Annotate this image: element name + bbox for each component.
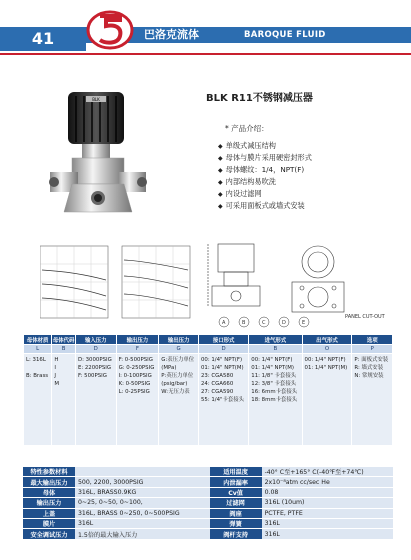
- feature-item: ◆ 母体螺纹：1/4，NPT(F): [218, 165, 305, 174]
- spec-key: 最大输出压力: [23, 477, 75, 487]
- flow-chart-1: [40, 246, 108, 318]
- port-diagram: [219, 317, 309, 327]
- table-cell-material: L: 316L B: Brass: [24, 354, 52, 446]
- spec-value: 0~25, 0~50, 0~100,: [75, 498, 210, 508]
- spec-value: 316L: [262, 529, 393, 539]
- spec-row: [23, 467, 393, 477]
- header-divider: [0, 53, 411, 55]
- table-header-cell: 进气形式: [249, 335, 302, 345]
- table-header-cell: 母体材质: [24, 335, 52, 345]
- spec-key: 内泄漏率: [210, 477, 262, 487]
- port-label: E: [302, 320, 306, 326]
- table-cell-outlet: F: 0-500PSIG G: 0-250PSIG I: 0-100PSIG K: 0-50PSIG L: 0-25PSIG: [116, 354, 159, 446]
- code-letter: L: [24, 345, 52, 354]
- knob-label: BLK: [92, 97, 100, 102]
- spec-row: [23, 518, 393, 528]
- spec-key: 膜片: [23, 518, 75, 528]
- order-code-table: [23, 334, 393, 446]
- code-letter: F: [116, 345, 159, 354]
- spec-value: -40° C至+165° C(-40℉至+74℃): [262, 467, 393, 477]
- spec-value: 500, 2200, 3000PSIG: [75, 477, 210, 487]
- spec-value: 1.5倍的最大输入压力: [75, 529, 210, 539]
- spec-table: [23, 467, 393, 540]
- spec-value: 0.08: [262, 487, 393, 497]
- table-cell-outlet-form: 00: 1/4" NPT(F) 01: 1/4" NPT(M): [302, 354, 352, 446]
- panel-drawing: [292, 246, 344, 312]
- spec-value: 316L, BRASS 0~250, 0~500PSIG: [75, 508, 210, 518]
- code-letter: D: [75, 345, 116, 354]
- feature-item: ◆ 内设过滤网: [218, 189, 262, 198]
- table-header-cell: 接口形式: [198, 335, 248, 345]
- table-letter-row: [24, 345, 393, 354]
- dimension-drawing: [208, 244, 260, 306]
- diamond-icon: ◆: [218, 191, 223, 198]
- code-letter: G: [159, 345, 199, 354]
- diamond-icon: ◆: [218, 203, 223, 210]
- flow-charts-and-drawings: [40, 240, 390, 332]
- spec-key: 弹簧: [210, 518, 262, 528]
- table-body-row: [24, 354, 393, 446]
- table-header-cell: 输入压力: [75, 335, 116, 345]
- brand-name-en: BAROQUE FLUID: [244, 30, 326, 40]
- table-cell-inlet-form: 00: 1/4" NPT(F) 01: 1/4" NPT(M) 11: 1/8" 卡套接头 12: 3/8" 卡套接头 16: 6mm卡套接头 18: 8mm卡套接头: [249, 354, 302, 446]
- code-letter: O: [302, 345, 352, 354]
- table-cell-code: H I J M: [52, 354, 76, 446]
- flow-chart-2: [122, 246, 190, 318]
- diamond-icon: ◆: [218, 155, 223, 162]
- code-letter: B: [52, 345, 76, 354]
- table-header-cell: 出气形式: [302, 335, 352, 345]
- spec-value: 316L: [75, 518, 210, 528]
- regulator-photo: [28, 84, 178, 234]
- table-header-cell: 输出压力: [116, 335, 159, 345]
- spec-key: 阀座: [210, 508, 262, 518]
- table-header-cell: 输出压力: [159, 335, 199, 345]
- table-cell-outlet-unit: G:表压力单位 (MPa) P:英压力单位 (psig/bar) W:无压力表: [159, 354, 199, 446]
- panel-cutout-label: PANEL CUT-OUT: [345, 314, 385, 320]
- brand-logo-icon: [86, 6, 134, 50]
- port-label: D: [282, 320, 286, 326]
- table-cell-inlet: D: 3000PSIG E: 2200PSIG F: 500PSIG: [75, 354, 116, 446]
- spec-key: 上盖: [23, 508, 75, 518]
- spec-key: 安全调试压力: [23, 529, 75, 539]
- page-number: 41: [0, 27, 86, 51]
- spec-value: PCTFE, PTFE: [262, 508, 393, 518]
- table-header-cell: 母体代码: [52, 335, 76, 345]
- code-letter: P: [352, 345, 393, 354]
- spec-value: 316L (10um): [262, 498, 393, 508]
- table-header-row: [24, 335, 393, 345]
- port-label: A: [222, 320, 226, 326]
- diamond-icon: ◆: [218, 179, 223, 186]
- spec-key: Cv值: [210, 487, 262, 497]
- feature-item: ◆ 母体与膜片采用硬密封形式: [218, 153, 312, 162]
- product-title: BLK R11不锈钢减压器: [206, 93, 313, 104]
- table-cell-connect: 00: 1/4" NPT(F) 01: 1/4" NPT(M) 23: CGA580 24: CGA660 27: CGA590 55: 1/4"卡套接头: [198, 354, 248, 446]
- feature-item: ◆ 内部结构易吹洗: [218, 177, 276, 186]
- spec-row: [23, 498, 393, 508]
- brand-name-cn: 巴洛克流体: [144, 28, 199, 41]
- spec-key: 特性参数材料: [23, 467, 75, 477]
- spec-value: [75, 467, 210, 477]
- spec-key: 阀杆支持: [210, 529, 262, 539]
- spec-row: [23, 529, 393, 539]
- table-cell-options: P: 面板式安装 R: 墙式安装 N: 常规安装: [352, 354, 393, 446]
- spec-row: [23, 487, 393, 497]
- spec-key: 母体: [23, 487, 75, 497]
- port-label: C: [262, 320, 266, 326]
- spec-value: 2x10⁻⁸atm cc/sec He: [262, 477, 393, 487]
- spec-row: [23, 508, 393, 518]
- spec-key: 适用温度: [210, 467, 262, 477]
- code-letter: B: [249, 345, 302, 354]
- feature-item: ◆ 单级式减压结构: [218, 141, 276, 150]
- code-letter: D: [198, 345, 248, 354]
- feature-item: ◆ 可采用面板式或墙式安装: [218, 201, 305, 210]
- spec-value: 316L, BRASS0.9KG: [75, 487, 210, 497]
- intro-heading: * 产品介绍：: [225, 124, 269, 133]
- spec-key: 输出压力: [23, 498, 75, 508]
- spec-key: 过滤网: [210, 498, 262, 508]
- table-header-cell: 选项: [352, 335, 393, 345]
- spec-value: 316L: [262, 518, 393, 528]
- diamond-icon: ◆: [218, 143, 223, 150]
- spec-row: [23, 477, 393, 487]
- diamond-icon: ◆: [218, 167, 223, 174]
- port-label: B: [242, 320, 246, 326]
